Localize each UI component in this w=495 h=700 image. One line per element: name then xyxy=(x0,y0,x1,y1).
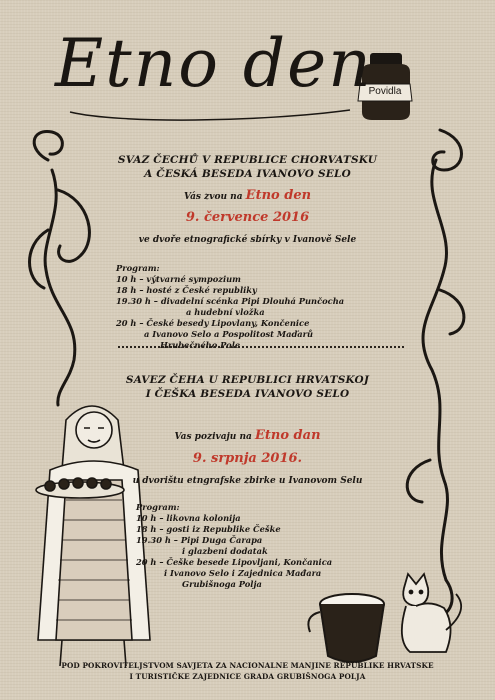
czech-program-label: Program: xyxy=(116,263,160,273)
czech-invite xyxy=(95,188,400,203)
croatian-organizers-line1: SAVEZ ČEHA U REPUBLICI HRVATSKOJ xyxy=(125,374,370,386)
czech-organizers xyxy=(95,153,400,181)
section-divider xyxy=(118,346,404,348)
czech-organizers-line2: A ČESKÁ BESEDA IVANOVO SELO xyxy=(144,168,351,180)
grandmother-illustration xyxy=(36,406,150,666)
croatian-program xyxy=(136,502,406,590)
milk-pot-icon xyxy=(308,594,384,662)
czech-program-item: a hudební vložka xyxy=(186,307,265,317)
czech-program-item: Hrubečného Pole xyxy=(160,340,241,350)
czech-program-item: 18 h – hosté z České republiky xyxy=(116,285,257,295)
croatian-program-item: 10 h – likovna kolonija xyxy=(136,513,241,523)
footer-line1: POD POKROVITELJSTVOM SAVJETA ZA NACIONALNE MANJINE REPUBLIKE HRVATSKE xyxy=(61,661,434,670)
croatian-organizers-line2: I ČEŠKA BESEDA IVANOVO SELO xyxy=(145,388,350,400)
croatian-invite-prefix: Vas pozivaju na xyxy=(174,432,252,442)
footer-line2: I TURISTIČKE ZAJEDNICE GRADA GRUBIŠNOGA POLJA xyxy=(129,672,366,681)
czech-invite-prefix: Vás zvou na xyxy=(183,192,243,202)
czech-program-item: 10 h – výtvarné sympozium xyxy=(116,274,241,284)
czech-program-item: a Ivanovo Selo a Pospolitost Maďarů xyxy=(144,329,314,339)
left-swirl-ornament xyxy=(30,132,90,405)
croatian-invite xyxy=(95,428,400,443)
czech-organizers-line1: SVAZ ČECHŮ V REPUBLICE CHORVATSKU xyxy=(117,154,378,166)
croatian-organizers xyxy=(95,373,400,401)
croatian-date: 9. srpnja 2016. xyxy=(192,451,303,466)
czech-program-item: 19.30 h – divadelní scénka Pipi Dlouhá Punčocha xyxy=(116,296,345,306)
croatian-program-label: Program: xyxy=(136,502,180,512)
czech-program xyxy=(116,263,396,351)
croatian-place: u dvorištu etngrafske zbirke u Ivanovom Selu xyxy=(132,476,363,486)
jar-label: Povidla xyxy=(368,86,402,97)
czech-program-item: 20 h – České besedy Lipovlany, Končenice xyxy=(116,318,310,328)
title-flourish xyxy=(70,110,350,120)
right-swirl-ornament xyxy=(407,130,464,616)
croatian-event-name: Etno dan xyxy=(255,428,321,443)
czech-place: ve dvoře etnografické sbírky v Ivanově Sele xyxy=(138,235,357,245)
footer-patronage xyxy=(20,660,475,682)
czech-date: 9. července 2016 xyxy=(185,210,310,225)
croatian-program-item: 20 h – Češke besede Lipovljani, Končanica xyxy=(136,557,333,567)
czech-event-name: Etno den xyxy=(245,188,312,203)
croatian-program-item: Grubišnoga Polja xyxy=(182,579,262,589)
poster-title: Etno den xyxy=(55,25,373,102)
croatian-program-item: 18 h – gosti iz Republike Češke xyxy=(136,524,281,534)
cat-illustration xyxy=(402,574,461,652)
croatian-program-item: 19.30 h – Pipi Duga Čarapa xyxy=(136,535,263,545)
croatian-program-item: i Ivanovo Selo i Zajednica Mađara xyxy=(164,568,322,578)
croatian-program-item: i glazbeni dodatak xyxy=(182,546,268,556)
